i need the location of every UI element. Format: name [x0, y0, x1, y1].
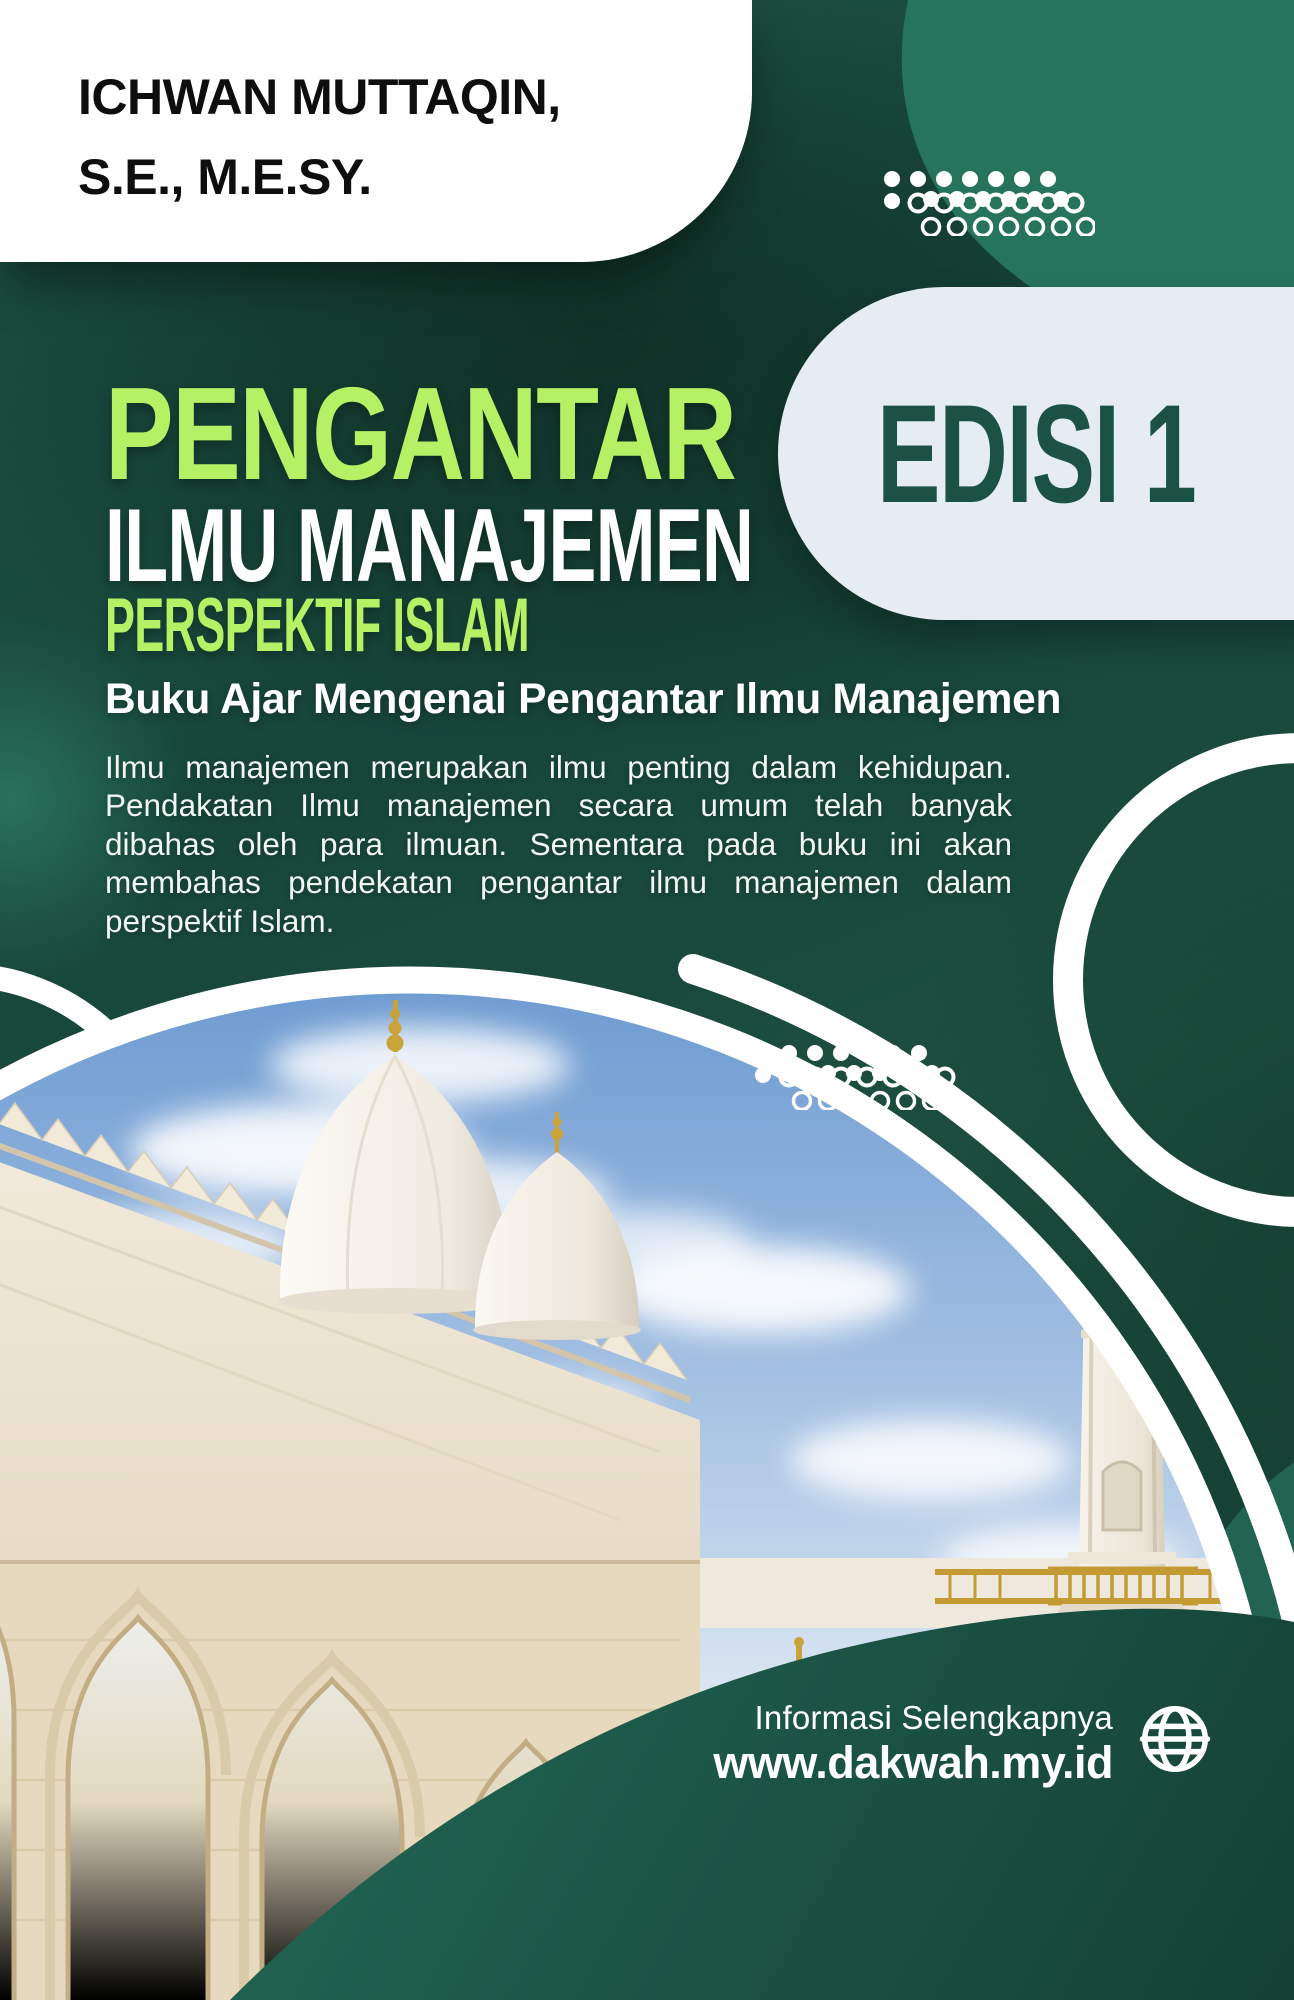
- title-line-3: PERSPEKTIF ISLAM: [105, 583, 530, 668]
- author-name: ICHWAN MUTTAQIN,: [78, 69, 561, 125]
- author-credentials: S.E., M.E.SY.: [78, 149, 372, 205]
- dots-ornament-top: [883, 170, 1095, 236]
- dots-ornament-middle: [754, 1044, 966, 1110]
- globe-icon: [1136, 1700, 1214, 1778]
- edition-label: EDISI 1: [876, 375, 1196, 532]
- footer-info: [713, 1698, 1113, 1788]
- top-right-blob: [902, 0, 1294, 290]
- website-url: www.dakwah.my.id: [713, 1737, 1113, 1788]
- author-card: [0, 0, 752, 262]
- description-text: Ilmu manajemen merupakan ilmu penting dalam kehidupan. Pendakatan Ilmu manajemen secara umum telah banyak dibahas oleh para ilmuan. Sementara pada buku ini akan membahas pendekatan pengantar ilmu manajemen dalam perspektif Islam.: [105, 749, 1012, 939]
- right-ring: [1068, 748, 1294, 1212]
- title-line-2: ILMU MANAJEMEN: [105, 488, 754, 604]
- title-line-1: PENGANTAR: [105, 360, 736, 507]
- subtitle: Buku Ajar Mengenai Pengantar Ilmu Manajemen: [105, 676, 1062, 723]
- info-label: Informasi Selengkapnya: [754, 1699, 1113, 1736]
